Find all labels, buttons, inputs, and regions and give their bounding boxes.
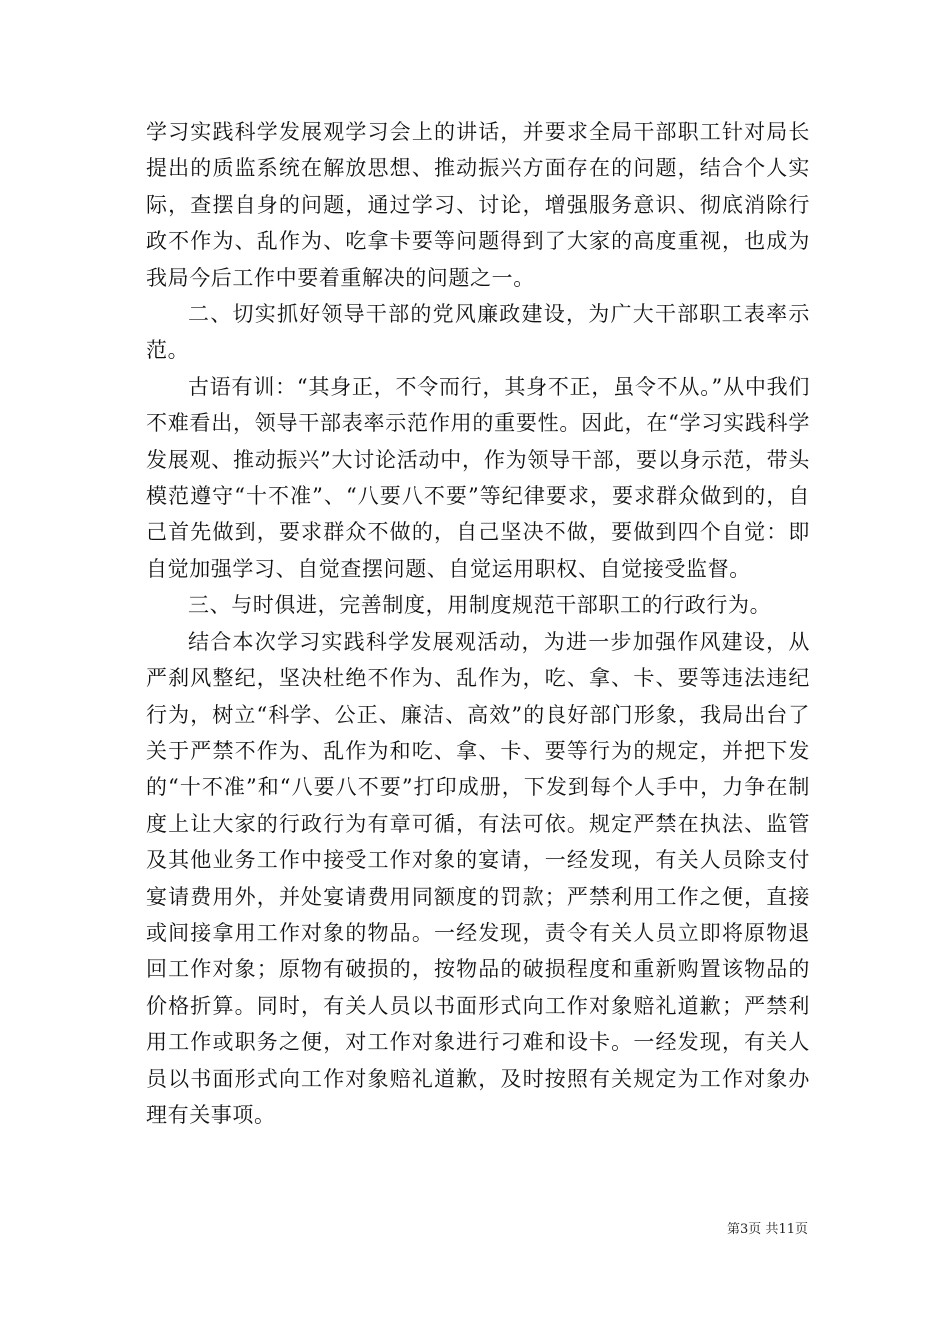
page-number-footer (727, 1218, 808, 1237)
footer-suffix: 页 (794, 1222, 808, 1237)
footer-total-pages: 11 (778, 1222, 795, 1237)
section-heading-3: 三、与时俱进，完善制度，用制度规范干部职工的行政行为。 (188, 593, 772, 618)
paragraph-continuation: 学习实践科学发展观学习会上的讲话，并要求全局干部职工针对局长提出的质监系统在解放思想、推动振兴方面存在的问题，结合个人实际，查摆自身的问题，通过学习、讨论，增强服务意识、彻底消除行政不作为、乱作为、吃拿卡要等问题得到了大家的高度重视，也成为我局今后工作中要着重解决的问题之一。 (146, 120, 810, 290)
paragraph: 古语有训：“其身正，不令而行，其身不正，虽令不从。”从中我们不难看出，领导干部表率示范作用的重要性。因此，在“学习实践科学发展观、推动振兴”大讨论活动中，作为领导干部，要以身示范，带头模范遵守“十不准”、“八要八不要”等纪律要求，要求群众做到的，自己首先做到，要求群众不做的，自己坚决不做，要做到四个自觉：即自觉加强学习、自觉查摆问题、自觉运用职权、自觉接受监督。 (146, 374, 810, 581)
footer-current-page: 3 (740, 1222, 749, 1237)
section-heading-2: 二、切实抓好领导干部的党风廉政建设，为广大干部职工表率示范。 (146, 302, 810, 363)
paragraph: 结合本次学习实践科学发展观活动，为进一步加强作风建设，从严刹风整纪，坚决杜绝不作为、乱作为，吃、拿、卡、要等违法违纪行为，树立“科学、公正、廉洁、高效”的良好部门形象，我局出台了关于严禁不作为、乱作为和吃、拿、卡、要等行为的规定，并把下发的“十不准”和“八要八不要”打印成册，下发到每个人手中，力争在制度上让大家的行政行为有章可循，有法可依。规定严禁在执法、监管及其他业务工作中接受工作对象的宴请，一经发现，有关人员除支付宴请费用外，并处宴请费用同额度的罚款；严禁利用工作之便，直接或间接拿用工作对象的物品。一经发现，责令有关人员立即将原物退回工作对象；原物有破损的，按物品的破损程度和重新购置该物品的价格折算。同时，有关人员以书面形式向工作对象赔礼道歉；严禁利用工作或职务之便，对工作对象进行刁难和设卡。一经发现，有关人员以书面形式向工作对象赔礼道歉，及时按照有关规定为工作对象办理有关事项。 (146, 629, 810, 1127)
footer-prefix: 第 (727, 1222, 741, 1237)
footer-middle: 页 共 (748, 1222, 779, 1237)
document-body (146, 114, 810, 1133)
